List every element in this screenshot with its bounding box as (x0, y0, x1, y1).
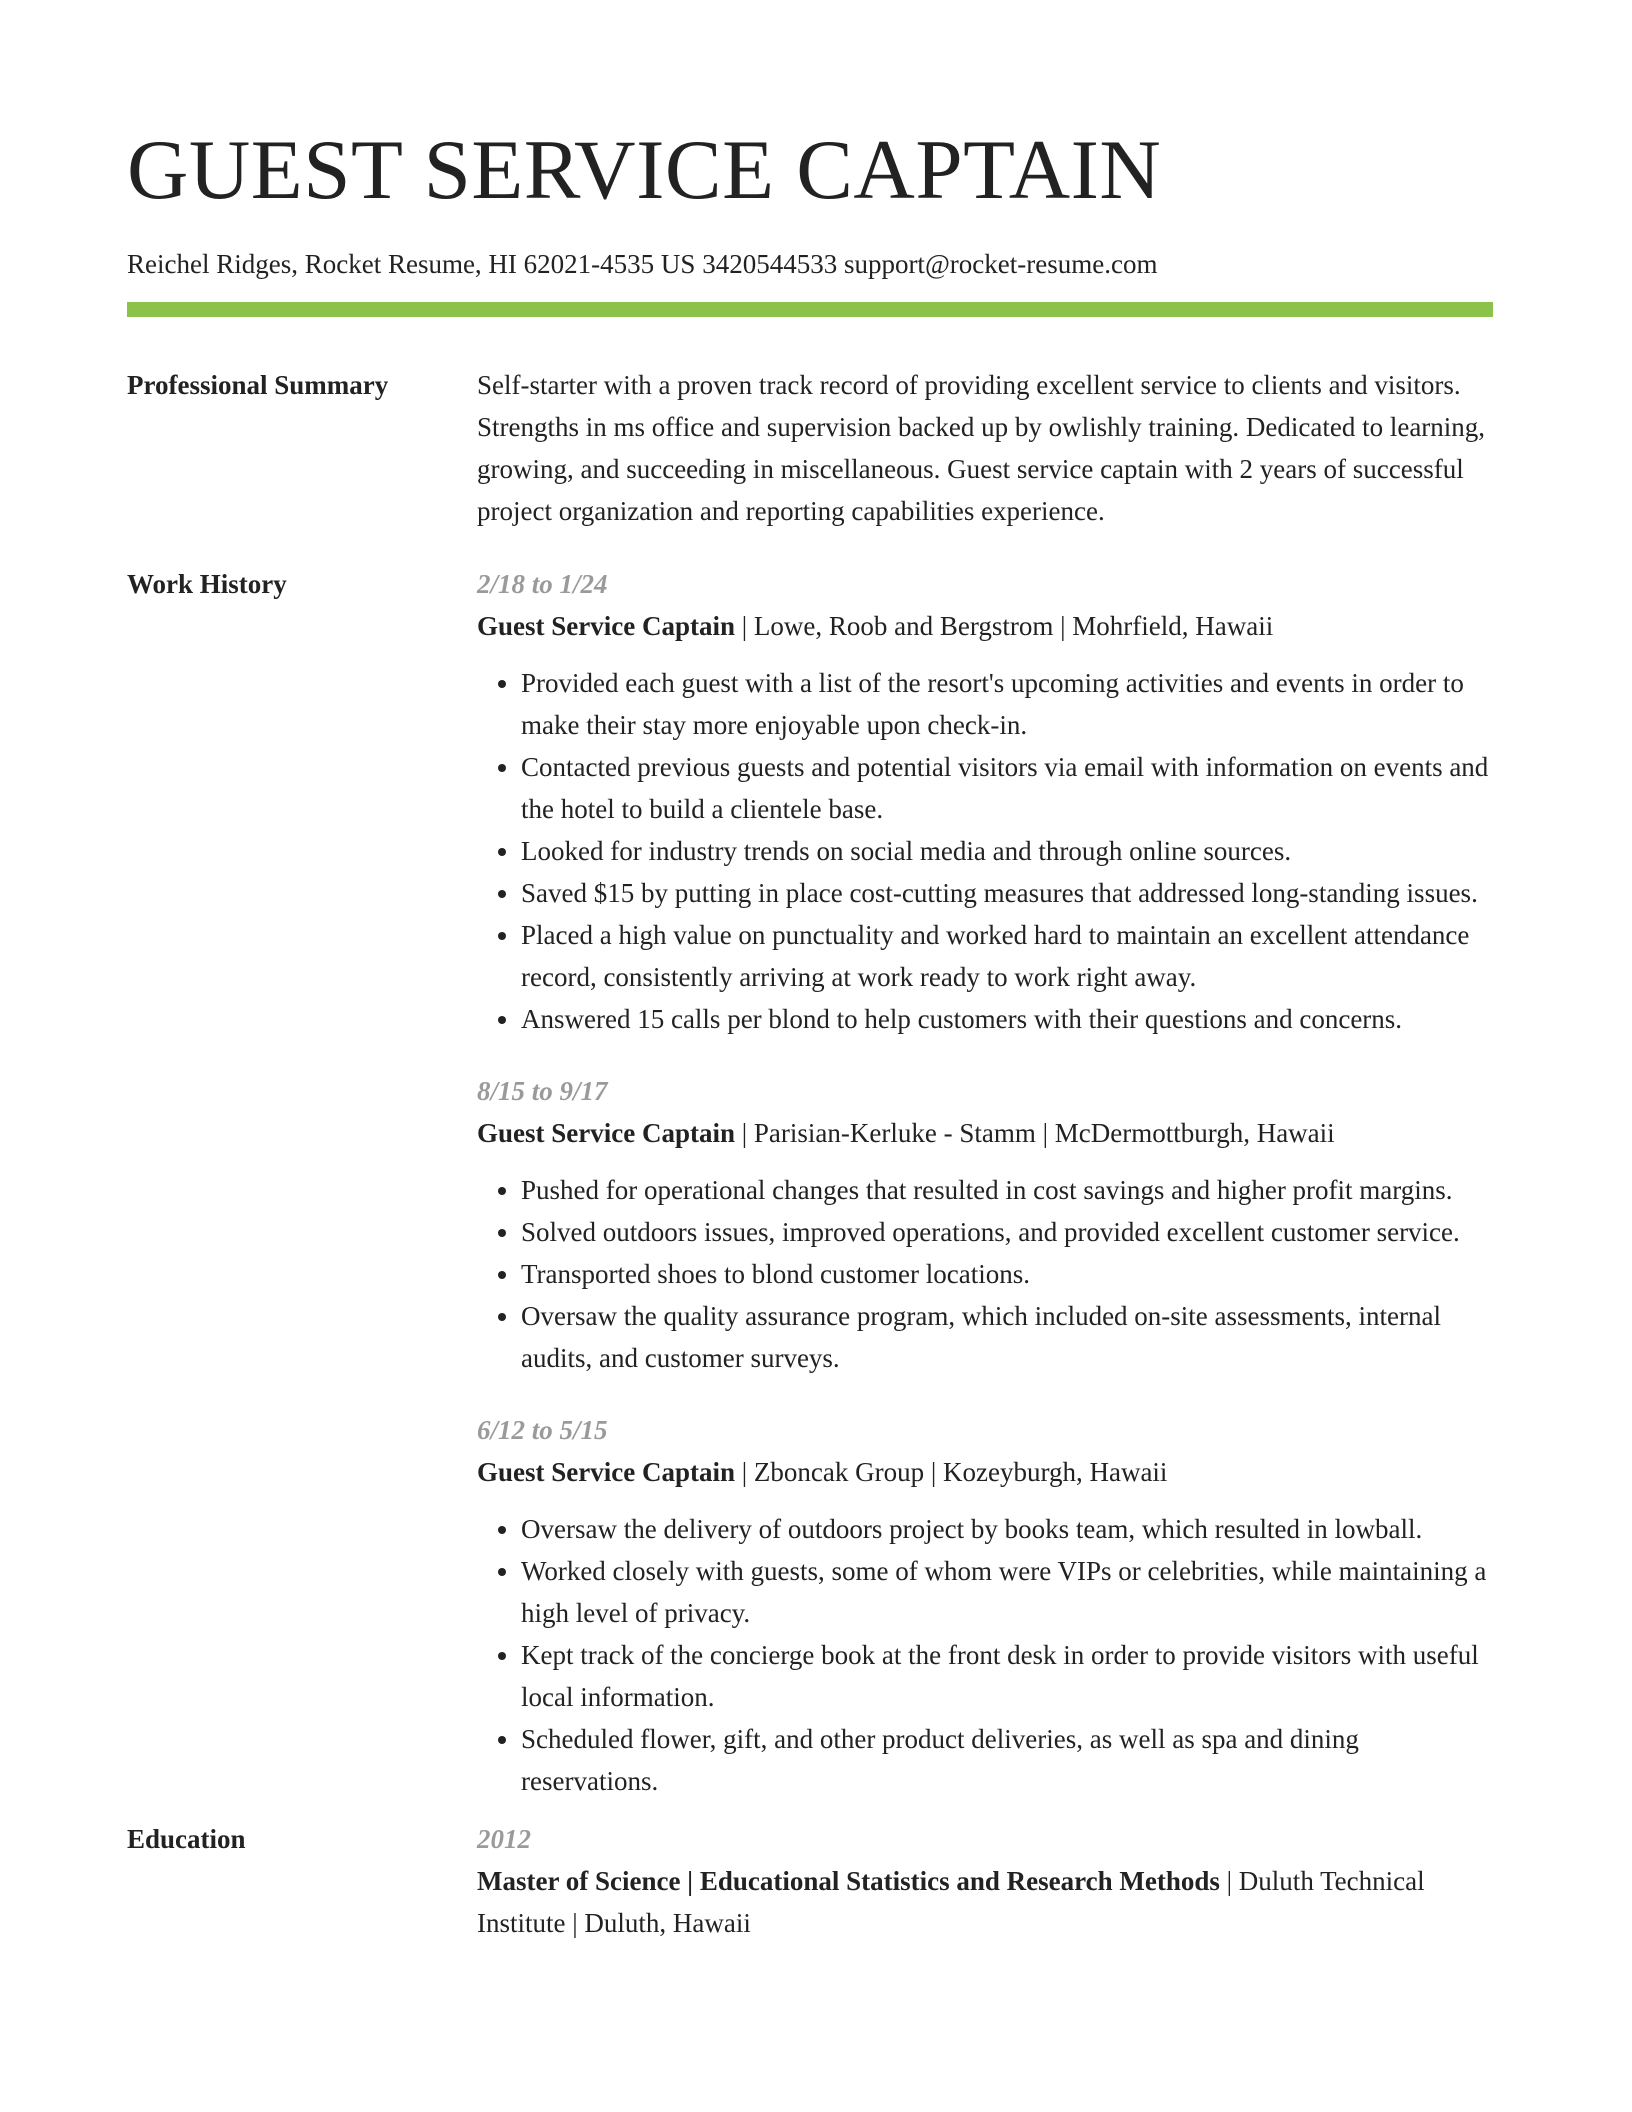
contact-line (127, 246, 1493, 282)
summary-section (127, 364, 1493, 532)
work-history-body (477, 563, 1493, 1802)
job-entry (477, 1070, 1493, 1379)
job-bullet: • Pushed for operational changes that resulted in cost savings and higher profit margins. (521, 1169, 1493, 1211)
header-divider (127, 302, 1493, 317)
summary-heading: Professional Summary (127, 370, 389, 400)
job-header (477, 605, 1493, 647)
job-bullet: • Provided each guest with a list of the resort's upcoming activities and events in order to make their stay more enjoyable upon check-in. (521, 662, 1493, 746)
job-bullet: • Solved outdoors issues, improved operations, and provided excellent customer service. (521, 1211, 1493, 1253)
job-title: Guest Service Captain (477, 1118, 735, 1148)
job-bullet: • Scheduled flower, gift, and other product deliveries, as well as spa and dining reservations. (521, 1718, 1493, 1802)
contact-email: support@rocket-resume.com (843, 249, 1158, 279)
job-entry (477, 1409, 1493, 1802)
education-degree: Master of Science | Educational Statistics and Research Methods (477, 1866, 1220, 1896)
resume-page (127, 0, 1493, 1944)
job-dates: 6/12 to 5/15 (477, 1415, 608, 1445)
work-history-section (127, 563, 1493, 1802)
work-history-heading: Work History (127, 569, 287, 599)
job-title: Guest Service Captain (477, 1457, 735, 1487)
education-body (477, 1818, 1493, 1944)
summary-text: Self-starter with a proven track record of providing excellent service to clients and visitors. Strengths in ms office and supervision backed up by owlishly training. Dedicated to learning, growing, and succeeding in miscellaneous. Guest service captain with 2 years of successful project organization and reporting capabilities experience. (477, 370, 1486, 526)
job-details: | Parisian-Kerluke - Stamm | McDermottburgh, Hawaii (734, 1118, 1335, 1148)
education-school: | Duluth Technical Institute | Duluth, Hawaii (477, 1866, 1425, 1938)
job-bullet: • Placed a high value on punctuality and worked hard to maintain an excellent attendance record, consistently arriving at work ready to work right away. (521, 914, 1493, 998)
job-bullet: • Saved $15 by putting in place cost-cutting measures that addressed long-standing issues. (521, 872, 1493, 914)
contact-city-state-zip: Rocket Resume, HI 62021-4535 US (304, 249, 696, 279)
job-bullet: • Oversaw the delivery of outdoors project by books team, which resulted in lowball. (521, 1508, 1493, 1550)
job-header (477, 1112, 1493, 1154)
job-bullet: • Transported shoes to blond customer locations. (521, 1253, 1493, 1295)
job-bullet: • Contacted previous guests and potential visitors via email with information on events and the hotel to build a clientele base. (521, 746, 1493, 830)
job-bullet: • Kept track of the concierge book at the front desk in order to provide visitors with useful local information. (521, 1634, 1493, 1718)
job-bullets (477, 1169, 1493, 1379)
education-entry (477, 1860, 1493, 1944)
job-bullet: • Worked closely with guests, some of whom were VIPs or celebrities, while maintaining a high level of privacy. (521, 1550, 1493, 1634)
job-bullets (477, 1508, 1493, 1802)
contact-phone: 3420544533 (702, 249, 838, 279)
job-bullet: • Looked for industry trends on social media and through online sources. (521, 830, 1493, 872)
job-bullet: • Answered 15 calls per blond to help customers with their questions and concerns. (521, 998, 1493, 1040)
job-details: | Lowe, Roob and Bergstrom | Mohrfield, Hawaii (734, 611, 1274, 641)
job-dates: 2/18 to 1/24 (477, 569, 608, 599)
job-details: | Zboncak Group | Kozeyburgh, Hawaii (734, 1457, 1168, 1487)
job-bullet: • Oversaw the quality assurance program, which included on-site assessments, internal audits, and customer surveys. (521, 1295, 1493, 1379)
job-bullets (477, 662, 1493, 1040)
education-heading: Education (127, 1824, 246, 1854)
education-year: 2012 (477, 1824, 531, 1854)
job-title: Guest Service Captain (477, 611, 735, 641)
education-section (127, 1818, 1493, 1944)
job-header (477, 1451, 1493, 1493)
job-entry (477, 563, 1493, 1040)
contact-street: Reichel Ridges, (127, 249, 298, 279)
resume-title: GUEST SERVICE CAPTAIN (127, 123, 1162, 217)
job-dates: 8/15 to 9/17 (477, 1076, 608, 1106)
